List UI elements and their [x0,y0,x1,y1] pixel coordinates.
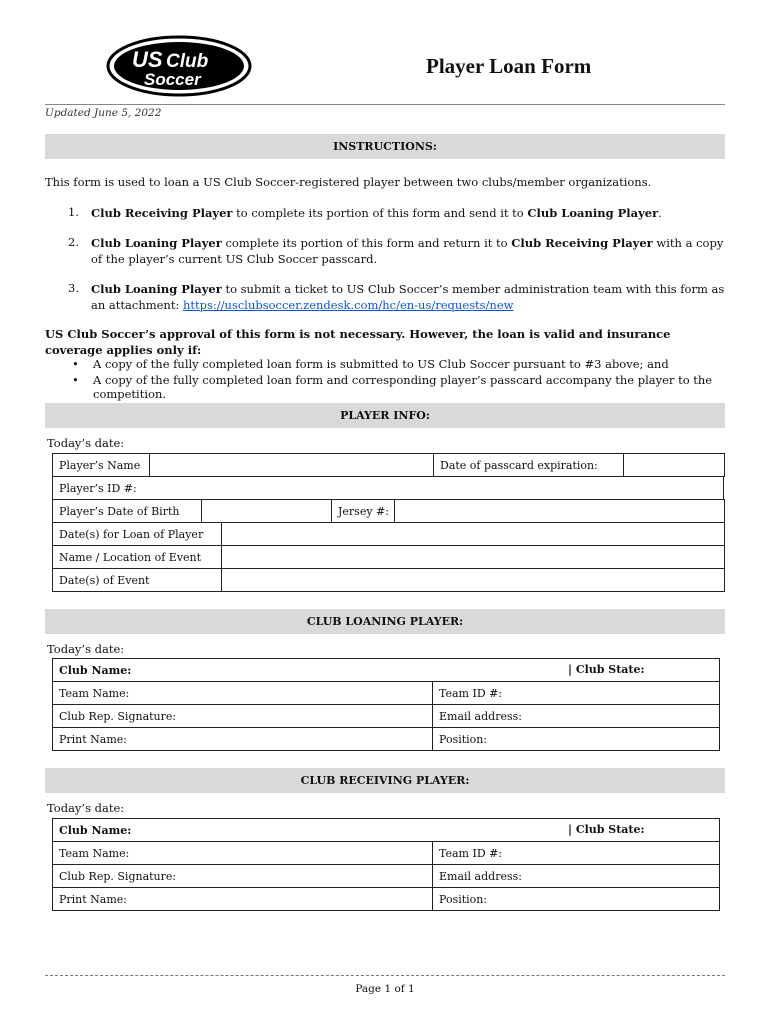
footer-divider [45,975,725,976]
event-name-field[interactable] [222,546,725,569]
club-receiving-table [52,818,720,911]
club-loaning-table [52,658,720,751]
step-3-text [91,281,731,313]
table-row [53,888,720,911]
step-2-number: 2. [68,235,79,249]
club-receiving-club-name-label: Club Name: [59,823,132,837]
club-receiving-rep-signature-field[interactable]: Club Rep. Signature: [53,865,433,888]
table-row [53,705,720,728]
table-row [53,546,725,569]
club-receiving-email-field[interactable]: Email address: [433,865,720,888]
player-info-todays-date: Today’s date: [47,436,125,450]
step-2-text-2: with a copy of the player’s current US Club Soccer passcard. [91,236,724,266]
table-row [53,477,724,500]
table-row [53,865,720,888]
club-receiving-club-name-field[interactable] [53,819,720,842]
table-row [53,728,720,751]
header-divider [45,104,725,105]
bullet-1-glyph: • [72,357,79,371]
page-number: Page 1 of 1 [355,983,415,995]
table-row [53,659,720,682]
approval-note: US Club Soccer’s approval of this form is not necessary. However, the loan is valid and insurance coverage applies only if: [45,327,671,357]
date-of-birth-field[interactable] [202,500,332,523]
table-row [53,819,720,842]
club-loaning-rep-signature-field[interactable]: Club Rep. Signature: [53,705,433,728]
table-row [53,569,725,592]
player-info-table-event [52,522,725,592]
club-loaning-club-name-label: Club Name: [59,663,132,677]
bullet-2-text: A copy of the fully completed loan form and corresponding player’s passcard accompany the player to the competition. [93,373,713,401]
players-name-label: Player’s Name [53,454,150,477]
step-1-text [91,205,731,221]
step-3-number: 3. [68,281,79,295]
club-receiving-print-name-field[interactable]: Print Name: [53,888,433,911]
players-id-field[interactable]: Player’s ID #: [53,477,724,500]
club-loaning-email-field[interactable]: Email address: [433,705,720,728]
player-info-table-row-2 [52,476,724,500]
instructions-intro: This form is used to loan a US Club Soccer-registered player between two clubs/member organizations. [45,175,652,189]
step-2-text [91,235,731,267]
club-receiving-team-name-field[interactable]: Team Name: [53,842,433,865]
jersey-label: Jersey #: [332,500,395,523]
page-title: Player Loan Form [426,54,592,78]
table-row [53,842,720,865]
us-club-soccer-logo [106,35,252,97]
club-loaning-club-name-field[interactable] [53,659,720,682]
zendesk-ticket-link[interactable]: https://usclubsoccer.zendesk.com/hc/en-us/requests/new [183,298,514,312]
event-name-label: Name / Location of Event [53,546,222,569]
logo-text-soccer: Soccer [144,70,201,89]
players-name-field[interactable] [150,454,434,477]
step-1-bold-1: Club Receiving Player [91,206,233,220]
table-row [53,500,725,523]
step-3-text-1: to submit a ticket to US Club Soccer’s member administration team with this form as an attachment: [91,282,725,312]
bullet-1-text: A copy of the fully completed loan form is submitted to US Club Soccer pursuant to #3 above; and [93,357,669,371]
step-3-bold-1: Club Loaning Player [91,282,222,296]
club-loaning-team-name-field[interactable]: Team Name: [53,682,433,705]
player-info-heading: PLAYER INFO: [45,403,725,428]
club-loaning-position-field[interactable]: Position: [433,728,720,751]
club-receiving-heading: CLUB RECEIVING PLAYER: [45,768,725,793]
player-info-table-row-3 [52,499,725,523]
step-2-text-1: complete its portion of this form and return it to [221,236,512,250]
table-row [53,682,720,705]
table-row [53,523,725,546]
jersey-field[interactable] [395,500,725,523]
event-dates-label: Date(s) of Event [53,569,222,592]
club-receiving-position-field[interactable]: Position: [433,888,720,911]
passcard-expiration-label: Date of passcard expiration: [434,454,624,477]
player-info-table-row-1 [52,453,725,477]
step-1-number: 1. [68,205,79,219]
club-loaning-todays-date: Today’s date: [47,642,125,656]
club-receiving-todays-date: Today’s date: [47,801,125,815]
club-loaning-club-state-label: | Club State: [568,663,645,676]
step-1-text-2: . [658,206,662,220]
bullet-2-glyph: • [72,373,79,387]
club-loaning-team-id-field[interactable]: Team ID #: [433,682,720,705]
loan-dates-label: Date(s) for Loan of Player [53,523,222,546]
club-receiving-team-id-field[interactable]: Team ID #: [433,842,720,865]
club-loaning-print-name-field[interactable]: Print Name: [53,728,433,751]
logo-text-club: Club [166,51,209,72]
club-receiving-club-state-label: | Club State: [568,823,645,836]
club-loaning-heading: CLUB LOANING PLAYER: [45,609,725,634]
table-row [53,454,725,477]
event-dates-field[interactable] [222,569,725,592]
instructions-heading: INSTRUCTIONS: [45,134,725,159]
passcard-expiration-field[interactable] [624,454,725,477]
step-1-text-1: to complete its portion of this form and send it to [232,206,528,220]
date-of-birth-label: Player’s Date of Birth [53,500,202,523]
step-2-bold-1: Club Loaning Player [91,236,222,250]
loan-dates-field[interactable] [222,523,725,546]
step-2-bold-2: Club Receiving Player [511,236,653,250]
logo-text-us: US [132,47,163,72]
step-1-bold-2: Club Loaning Player [527,206,659,220]
updated-date: Updated June 5, 2022 [45,107,162,119]
